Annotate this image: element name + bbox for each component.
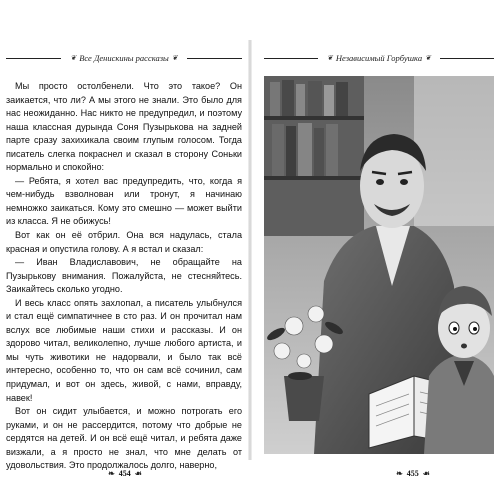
ornament-icon: ☙ bbox=[134, 468, 142, 478]
left-running-head bbox=[6, 51, 242, 65]
bookshelf bbox=[264, 76, 364, 236]
paragraph: — Иван Владиславович, не обращайте на Пузырькову внимания. Пожалуйста, не стесняйтесь. Заикайтесь сколько угодно. bbox=[6, 257, 242, 295]
right-page bbox=[250, 40, 500, 478]
right-running-head bbox=[264, 51, 494, 65]
ornament-icon: ❧ bbox=[396, 468, 403, 478]
ornament-icon: ❧ bbox=[108, 468, 115, 478]
paragraph: Мы просто остолбенели. Что это такое? Он заикается, что ли? А мы этого не знали. Это было для нас неожиданно. Нас никто не предупредил, и поэтому наша классная дурында Соня Пузырькова на задней парте сразу захихикала своим глупым голосом. Тогда писатель слегка покраснел и сказал в сторону Соньки нормально и спокойно: bbox=[6, 81, 242, 173]
page-number: 454 bbox=[118, 468, 131, 478]
left-page bbox=[0, 40, 250, 478]
running-head-title: Все Денискины рассказы bbox=[79, 53, 169, 63]
paragraph: — Ребята, я хотел вас предупредить, что, когда я чем-нибудь взволнован или тронут, я начинаю немножко заикаться. Кому это смешно — может выйти из класса. Я не обижусь! bbox=[6, 175, 242, 227]
paragraph: Вот как он её отбрил. Она вся надулась, стала красная и опустила голову. А я встал и сказал: bbox=[6, 230, 242, 254]
header-rule bbox=[440, 58, 494, 59]
body-text bbox=[6, 80, 242, 473]
ornament-icon: ❦ bbox=[171, 54, 178, 62]
left-page-number bbox=[80, 466, 170, 480]
ornament-icon: ❦ bbox=[425, 54, 431, 62]
illustration-drawing bbox=[264, 76, 494, 454]
running-head-title: Независимый Горбушка bbox=[335, 53, 423, 63]
illustration bbox=[264, 76, 494, 454]
header-rule bbox=[6, 58, 61, 59]
header-rule bbox=[187, 58, 242, 59]
right-page-number bbox=[368, 466, 458, 480]
ornament-icon: ☙ bbox=[422, 468, 430, 478]
header-rule bbox=[264, 58, 318, 59]
ornament-icon: ❦ bbox=[327, 54, 333, 62]
paragraph: И весь класс опять захлопал, а писатель улыбнулся и стал ещё симпатичнее в сто раз. И он прочитал нам вслух все любимые наши стихи и рассказы. И он здорово читал, великолепно, лучше любого артиста, и мы чуть животики не надорвали, и было так всё интересно, особенно то, что он сам всё сочинил, сам придумал, и вот он здесь, живой, с нами, вправду, навек! bbox=[6, 297, 242, 403]
paragraph: Вот он сидит улыбается, и можно потрогать его руками, и он не рассердится, потому что добрые не сердятся на детей. И он всё ещё читал, и ребята даже визжали, а я просто не знал, что мне делать от удовольствия. Это продолжалось долго, наверно, bbox=[6, 406, 242, 471]
page-number: 455 bbox=[406, 468, 419, 478]
ornament-icon: ❦ bbox=[70, 54, 77, 62]
